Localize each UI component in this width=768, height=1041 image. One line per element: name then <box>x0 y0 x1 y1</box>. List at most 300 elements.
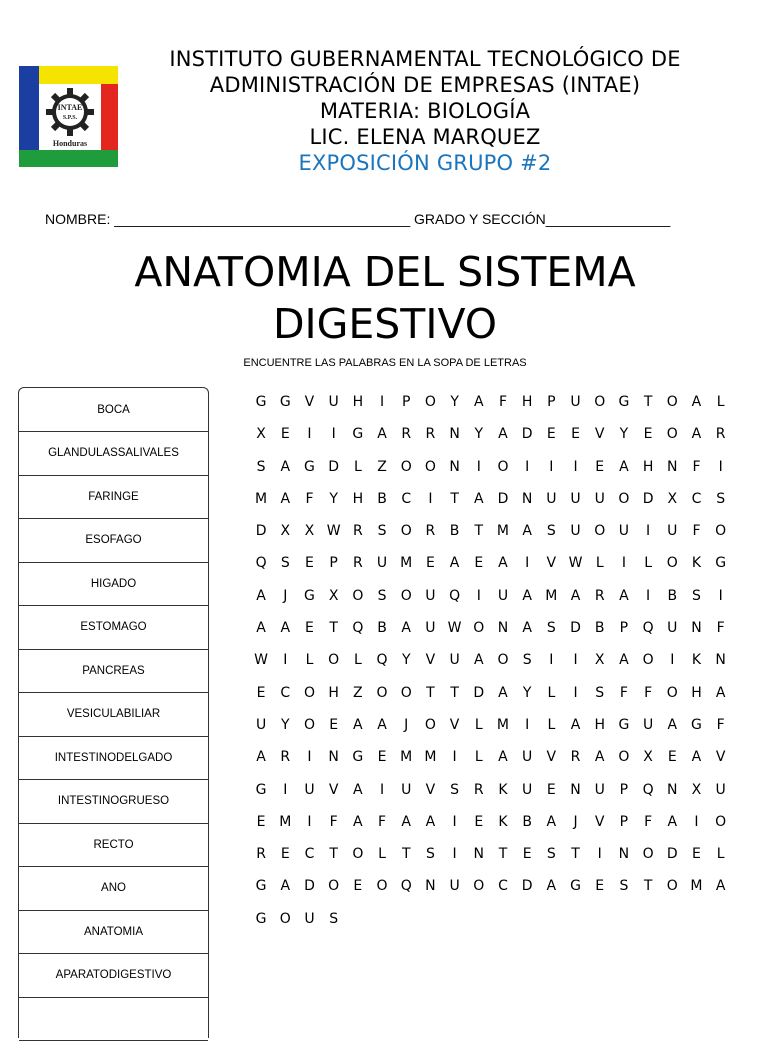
grid-letter[interactable]: Q <box>636 617 660 649</box>
grid-letter[interactable]: Y <box>443 391 467 423</box>
grid-letter[interactable]: M <box>684 875 708 907</box>
grid-letter[interactable]: L <box>346 456 370 488</box>
grid-letter[interactable]: H <box>684 682 708 714</box>
grid-letter[interactable]: D <box>467 682 491 714</box>
grid-letter[interactable]: F <box>709 617 733 649</box>
grid-letter[interactable]: D <box>660 843 684 875</box>
grid-letter[interactable]: X <box>636 746 660 778</box>
grid-letter[interactable]: O <box>322 875 346 907</box>
grid-letter[interactable]: E <box>249 682 273 714</box>
grid-letter[interactable]: M <box>491 714 515 746</box>
grid-letter[interactable]: L <box>346 649 370 681</box>
grid-letter[interactable]: M <box>394 746 418 778</box>
grid-letter[interactable]: L <box>636 552 660 584</box>
grid-letter[interactable]: O <box>467 617 491 649</box>
grid-letter[interactable]: S <box>612 875 636 907</box>
grid-letter[interactable]: E <box>297 552 321 584</box>
grid-letter[interactable]: A <box>709 682 733 714</box>
grid-letter[interactable]: O <box>709 811 733 843</box>
grid-letter[interactable]: L <box>539 714 563 746</box>
grid-letter[interactable]: W <box>249 649 273 681</box>
grid-letter[interactable]: Y <box>322 488 346 520</box>
grid-letter[interactable]: S <box>370 585 394 617</box>
grid-letter[interactable]: U <box>563 488 587 520</box>
grid-letter[interactable]: M <box>394 552 418 584</box>
grid-letter[interactable]: I <box>636 585 660 617</box>
grid-letter[interactable]: U <box>588 488 612 520</box>
grid-letter[interactable]: C <box>394 488 418 520</box>
grid-letter[interactable]: I <box>297 746 321 778</box>
grid-letter[interactable]: L <box>709 843 733 875</box>
grid-letter[interactable]: B <box>660 585 684 617</box>
grid-letter[interactable]: F <box>709 714 733 746</box>
grid-letter[interactable]: F <box>370 811 394 843</box>
grid-letter[interactable]: F <box>684 456 708 488</box>
grid-letter[interactable]: A <box>273 488 297 520</box>
grid-letter[interactable]: R <box>394 423 418 455</box>
grid-letter[interactable]: A <box>467 488 491 520</box>
grid-letter[interactable]: I <box>563 456 587 488</box>
grid-letter[interactable]: O <box>394 520 418 552</box>
grid-letter[interactable]: A <box>709 875 733 907</box>
grid-letter[interactable]: E <box>297 617 321 649</box>
grid-letter[interactable]: G <box>249 779 273 811</box>
grid-letter[interactable]: O <box>346 585 370 617</box>
grid-letter[interactable]: A <box>491 423 515 455</box>
grid-letter[interactable]: A <box>491 552 515 584</box>
grid-letter[interactable]: L <box>588 552 612 584</box>
grid-letter[interactable]: S <box>539 617 563 649</box>
grid-letter[interactable]: I <box>467 456 491 488</box>
grid-letter[interactable]: U <box>297 779 321 811</box>
grid-letter[interactable]: Y <box>612 423 636 455</box>
grid-letter[interactable]: A <box>394 811 418 843</box>
grid-letter[interactable]: A <box>273 617 297 649</box>
grid-letter[interactable]: U <box>249 714 273 746</box>
grid-letter[interactable]: G <box>346 423 370 455</box>
grid-letter[interactable]: K <box>491 811 515 843</box>
grid-letter[interactable]: A <box>660 811 684 843</box>
grid-letter[interactable]: U <box>660 520 684 552</box>
grid-letter[interactable]: F <box>612 682 636 714</box>
grid-letter[interactable]: B <box>515 811 539 843</box>
grid-letter[interactable]: U <box>636 714 660 746</box>
grid-letter[interactable]: G <box>249 875 273 907</box>
grid-letter[interactable]: O <box>467 875 491 907</box>
grid-letter[interactable]: G <box>346 746 370 778</box>
grid-letter[interactable]: S <box>709 488 733 520</box>
grid-letter[interactable]: R <box>346 520 370 552</box>
grid-letter[interactable]: A <box>515 585 539 617</box>
grid-letter[interactable]: T <box>443 682 467 714</box>
grid-letter[interactable]: F <box>636 682 660 714</box>
grid-letter[interactable]: U <box>515 746 539 778</box>
grid-letter[interactable]: C <box>297 843 321 875</box>
grid-letter[interactable]: A <box>515 520 539 552</box>
grid-letter[interactable]: E <box>660 746 684 778</box>
grid-letter[interactable]: A <box>684 391 708 423</box>
grid-letter[interactable]: O <box>394 682 418 714</box>
grid-letter[interactable]: U <box>563 391 587 423</box>
grid-letter[interactable]: N <box>684 617 708 649</box>
grid-letter[interactable]: I <box>539 649 563 681</box>
grid-letter[interactable]: U <box>612 520 636 552</box>
grid-letter[interactable]: Q <box>346 617 370 649</box>
grid-letter[interactable]: I <box>418 488 442 520</box>
grid-letter[interactable]: E <box>467 552 491 584</box>
grid-letter[interactable]: A <box>612 585 636 617</box>
grid-letter[interactable]: S <box>418 843 442 875</box>
grid-letter[interactable]: I <box>588 843 612 875</box>
grid-letter[interactable]: Y <box>273 714 297 746</box>
grid-letter[interactable]: A <box>467 391 491 423</box>
grid-letter[interactable]: N <box>443 456 467 488</box>
grid-letter[interactable]: D <box>563 617 587 649</box>
grid-letter[interactable]: U <box>660 617 684 649</box>
grid-letter[interactable]: G <box>563 875 587 907</box>
grid-letter[interactable]: O <box>660 391 684 423</box>
grid-letter[interactable]: S <box>515 649 539 681</box>
grid-letter[interactable]: J <box>394 714 418 746</box>
grid-letter[interactable]: A <box>588 746 612 778</box>
grid-letter[interactable]: V <box>588 423 612 455</box>
grid-letter[interactable]: Y <box>467 423 491 455</box>
grid-letter[interactable]: F <box>491 391 515 423</box>
grid-letter[interactable]: O <box>370 875 394 907</box>
grid-letter[interactable]: I <box>612 552 636 584</box>
grid-letter[interactable]: U <box>443 875 467 907</box>
grid-letter[interactable]: R <box>273 746 297 778</box>
grid-letter[interactable]: I <box>660 649 684 681</box>
grid-letter[interactable]: W <box>322 520 346 552</box>
grid-letter[interactable]: O <box>394 585 418 617</box>
grid-letter[interactable]: R <box>418 423 442 455</box>
grid-letter[interactable]: O <box>612 488 636 520</box>
grid-letter[interactable]: O <box>588 391 612 423</box>
grid-letter[interactable]: E <box>322 714 346 746</box>
grid-letter[interactable]: A <box>684 746 708 778</box>
grid-letter[interactable]: P <box>612 811 636 843</box>
grid-letter[interactable]: A <box>612 649 636 681</box>
grid-letter[interactable]: I <box>684 811 708 843</box>
grid-letter[interactable]: N <box>467 843 491 875</box>
grid-letter[interactable]: S <box>684 585 708 617</box>
grid-letter[interactable]: M <box>273 811 297 843</box>
grid-letter[interactable]: T <box>443 488 467 520</box>
grid-letter[interactable]: I <box>467 585 491 617</box>
grid-letter[interactable]: R <box>346 552 370 584</box>
grid-letter[interactable]: A <box>684 423 708 455</box>
grid-letter[interactable]: Z <box>346 682 370 714</box>
grid-letter[interactable]: G <box>297 456 321 488</box>
grid-letter[interactable]: V <box>539 552 563 584</box>
grid-letter[interactable]: N <box>443 423 467 455</box>
grid-letter[interactable]: N <box>515 488 539 520</box>
grid-letter[interactable]: A <box>273 875 297 907</box>
grid-letter[interactable]: U <box>443 649 467 681</box>
grid-letter[interactable]: G <box>249 391 273 423</box>
grid-letter[interactable]: S <box>539 843 563 875</box>
grid-letter[interactable]: Y <box>394 649 418 681</box>
grid-letter[interactable]: U <box>563 520 587 552</box>
grid-letter[interactable]: L <box>467 714 491 746</box>
grid-letter[interactable]: Y <box>515 682 539 714</box>
grid-letter[interactable]: A <box>539 811 563 843</box>
grid-letter[interactable]: E <box>563 423 587 455</box>
grid-letter[interactable]: A <box>612 456 636 488</box>
grid-letter[interactable]: S <box>539 520 563 552</box>
grid-letter[interactable]: A <box>443 552 467 584</box>
grid-letter[interactable]: U <box>418 585 442 617</box>
grid-letter[interactable]: F <box>636 811 660 843</box>
grid-letter[interactable]: U <box>515 779 539 811</box>
grid-letter[interactable]: A <box>491 746 515 778</box>
grid-letter[interactable]: E <box>539 423 563 455</box>
grid-letter[interactable]: D <box>515 423 539 455</box>
grid-letter[interactable]: U <box>394 779 418 811</box>
grid-letter[interactable]: G <box>612 391 636 423</box>
grid-letter[interactable]: V <box>418 649 442 681</box>
grid-letter[interactable]: M <box>249 488 273 520</box>
grid-letter[interactable]: S <box>249 456 273 488</box>
grid-letter[interactable]: D <box>491 488 515 520</box>
grid-letter[interactable]: X <box>660 488 684 520</box>
grid-letter[interactable]: Q <box>394 875 418 907</box>
grid-letter[interactable]: P <box>539 391 563 423</box>
grid-letter[interactable]: X <box>322 585 346 617</box>
grid-letter[interactable]: I <box>443 811 467 843</box>
grid-letter[interactable]: P <box>394 391 418 423</box>
grid-letter[interactable]: U <box>539 488 563 520</box>
grid-letter[interactable]: O <box>322 649 346 681</box>
grid-letter[interactable]: H <box>636 456 660 488</box>
grid-letter[interactable]: B <box>370 617 394 649</box>
grid-letter[interactable]: U <box>418 617 442 649</box>
grid-letter[interactable]: S <box>443 779 467 811</box>
grid-letter[interactable]: I <box>515 456 539 488</box>
grid-letter[interactable]: I <box>273 779 297 811</box>
grid-letter[interactable]: A <box>370 423 394 455</box>
grid-letter[interactable]: M <box>539 585 563 617</box>
grid-letter[interactable]: X <box>249 423 273 455</box>
grid-letter[interactable]: N <box>322 746 346 778</box>
grid-letter[interactable]: I <box>297 811 321 843</box>
grid-letter[interactable]: F <box>684 520 708 552</box>
grid-letter[interactable]: G <box>297 585 321 617</box>
grid-letter[interactable]: E <box>588 875 612 907</box>
grid-letter[interactable]: M <box>491 520 515 552</box>
grid-letter[interactable]: I <box>709 585 733 617</box>
grid-letter[interactable]: O <box>660 875 684 907</box>
grid-letter[interactable]: X <box>297 520 321 552</box>
grid-letter[interactable]: T <box>636 875 660 907</box>
grid-letter[interactable]: N <box>491 617 515 649</box>
grid-letter[interactable]: H <box>346 488 370 520</box>
grid-letter[interactable]: E <box>515 843 539 875</box>
grid-letter[interactable]: U <box>709 779 733 811</box>
grid-letter[interactable]: P <box>322 552 346 584</box>
grid-letter[interactable]: N <box>660 456 684 488</box>
grid-letter[interactable]: A <box>491 682 515 714</box>
grid-letter[interactable]: O <box>636 843 660 875</box>
grid-letter[interactable]: E <box>273 843 297 875</box>
grid-letter[interactable]: I <box>443 843 467 875</box>
grid-letter[interactable]: N <box>418 875 442 907</box>
grid-letter[interactable]: C <box>491 875 515 907</box>
grid-letter[interactable]: L <box>539 682 563 714</box>
grid-letter[interactable]: E <box>636 423 660 455</box>
grid-letter[interactable]: N <box>612 843 636 875</box>
grid-letter[interactable]: O <box>418 456 442 488</box>
grid-letter[interactable]: H <box>322 682 346 714</box>
grid-letter[interactable]: L <box>370 843 394 875</box>
grid-letter[interactable]: A <box>249 746 273 778</box>
grid-letter[interactable]: U <box>322 391 346 423</box>
grid-letter[interactable]: Q <box>370 649 394 681</box>
grid-letter[interactable]: T <box>563 843 587 875</box>
grid-letter[interactable]: E <box>539 779 563 811</box>
grid-letter[interactable]: X <box>684 779 708 811</box>
grid-letter[interactable]: X <box>273 520 297 552</box>
grid-letter[interactable]: K <box>491 779 515 811</box>
grid-letter[interactable]: A <box>346 811 370 843</box>
grid-letter[interactable]: L <box>709 391 733 423</box>
grado-field[interactable]: ________________ <box>546 211 671 227</box>
grid-letter[interactable]: V <box>443 714 467 746</box>
grid-letter[interactable]: O <box>660 682 684 714</box>
grid-letter[interactable]: J <box>273 585 297 617</box>
grid-letter[interactable]: O <box>273 908 297 940</box>
grid-letter[interactable]: C <box>273 682 297 714</box>
grid-letter[interactable]: O <box>612 746 636 778</box>
grid-letter[interactable]: I <box>370 779 394 811</box>
grid-letter[interactable]: A <box>467 649 491 681</box>
grid-letter[interactable]: O <box>709 520 733 552</box>
grid-letter[interactable]: I <box>515 714 539 746</box>
grid-letter[interactable]: T <box>394 843 418 875</box>
grid-letter[interactable]: L <box>467 746 491 778</box>
grid-letter[interactable]: C <box>684 488 708 520</box>
grid-letter[interactable]: I <box>443 746 467 778</box>
grid-letter[interactable]: O <box>636 649 660 681</box>
grid-letter[interactable]: K <box>684 552 708 584</box>
grid-letter[interactable]: E <box>273 423 297 455</box>
grid-letter[interactable]: O <box>418 714 442 746</box>
grid-letter[interactable]: O <box>297 714 321 746</box>
grid-letter[interactable]: I <box>297 423 321 455</box>
grid-letter[interactable]: E <box>467 811 491 843</box>
grid-letter[interactable]: O <box>491 456 515 488</box>
grid-letter[interactable]: O <box>660 552 684 584</box>
grid-letter[interactable]: V <box>297 391 321 423</box>
grid-letter[interactable]: Q <box>249 552 273 584</box>
grid-letter[interactable]: A <box>563 714 587 746</box>
grid-letter[interactable]: W <box>563 552 587 584</box>
grid-letter[interactable]: E <box>588 456 612 488</box>
grid-letter[interactable]: A <box>418 811 442 843</box>
grid-letter[interactable]: U <box>491 585 515 617</box>
grid-letter[interactable]: M <box>418 746 442 778</box>
grid-letter[interactable]: A <box>249 585 273 617</box>
grid-letter[interactable]: A <box>273 456 297 488</box>
grid-letter[interactable]: T <box>322 843 346 875</box>
grid-letter[interactable]: N <box>660 779 684 811</box>
grid-letter[interactable]: A <box>346 779 370 811</box>
grid-letter[interactable]: D <box>515 875 539 907</box>
grid-letter[interactable]: S <box>588 682 612 714</box>
grid-letter[interactable]: H <box>588 714 612 746</box>
grid-letter[interactable]: R <box>249 843 273 875</box>
nombre-field[interactable]: ______________________________________ <box>114 211 410 227</box>
grid-letter[interactable]: R <box>588 585 612 617</box>
grid-letter[interactable]: V <box>539 746 563 778</box>
grid-letter[interactable]: T <box>491 843 515 875</box>
grid-letter[interactable]: I <box>539 456 563 488</box>
grid-letter[interactable]: O <box>491 649 515 681</box>
grid-letter[interactable]: D <box>297 875 321 907</box>
grid-letter[interactable]: N <box>563 779 587 811</box>
grid-letter[interactable]: A <box>660 714 684 746</box>
grid-letter[interactable]: I <box>636 520 660 552</box>
grid-letter[interactable]: U <box>588 779 612 811</box>
grid-letter[interactable]: A <box>370 714 394 746</box>
grid-letter[interactable]: Q <box>636 779 660 811</box>
grid-letter[interactable]: J <box>563 811 587 843</box>
grid-letter[interactable]: G <box>684 714 708 746</box>
grid-letter[interactable]: T <box>467 520 491 552</box>
grid-letter[interactable]: B <box>588 617 612 649</box>
grid-letter[interactable]: O <box>370 682 394 714</box>
grid-letter[interactable]: H <box>346 391 370 423</box>
grid-letter[interactable]: O <box>297 682 321 714</box>
grid-letter[interactable]: E <box>249 811 273 843</box>
grid-letter[interactable]: W <box>443 617 467 649</box>
grid-letter[interactable]: A <box>515 617 539 649</box>
grid-letter[interactable]: O <box>418 391 442 423</box>
grid-letter[interactable]: A <box>563 585 587 617</box>
grid-letter[interactable]: F <box>297 488 321 520</box>
grid-letter[interactable]: O <box>588 520 612 552</box>
grid-letter[interactable]: V <box>322 779 346 811</box>
grid-letter[interactable]: D <box>249 520 273 552</box>
grid-letter[interactable]: S <box>273 552 297 584</box>
grid-letter[interactable]: Q <box>443 585 467 617</box>
grid-letter[interactable]: H <box>515 391 539 423</box>
grid-letter[interactable]: L <box>297 649 321 681</box>
grid-letter[interactable]: I <box>273 649 297 681</box>
grid-letter[interactable]: R <box>563 746 587 778</box>
grid-letter[interactable]: V <box>418 779 442 811</box>
grid-letter[interactable]: D <box>636 488 660 520</box>
grid-letter[interactable]: U <box>297 908 321 940</box>
grid-letter[interactable]: I <box>322 423 346 455</box>
grid-letter[interactable]: G <box>709 552 733 584</box>
grid-letter[interactable]: I <box>563 682 587 714</box>
grid-letter[interactable]: G <box>249 908 273 940</box>
grid-letter[interactable]: U <box>370 552 394 584</box>
grid-letter[interactable]: Z <box>370 456 394 488</box>
grid-letter[interactable]: E <box>418 552 442 584</box>
grid-letter[interactable]: P <box>612 779 636 811</box>
grid-letter[interactable]: T <box>418 682 442 714</box>
grid-letter[interactable]: R <box>467 779 491 811</box>
grid-letter[interactable]: V <box>709 746 733 778</box>
grid-letter[interactable]: T <box>322 617 346 649</box>
grid-letter[interactable]: O <box>346 843 370 875</box>
grid-letter[interactable]: I <box>709 456 733 488</box>
grid-letter[interactable]: I <box>370 391 394 423</box>
grid-letter[interactable]: X <box>588 649 612 681</box>
